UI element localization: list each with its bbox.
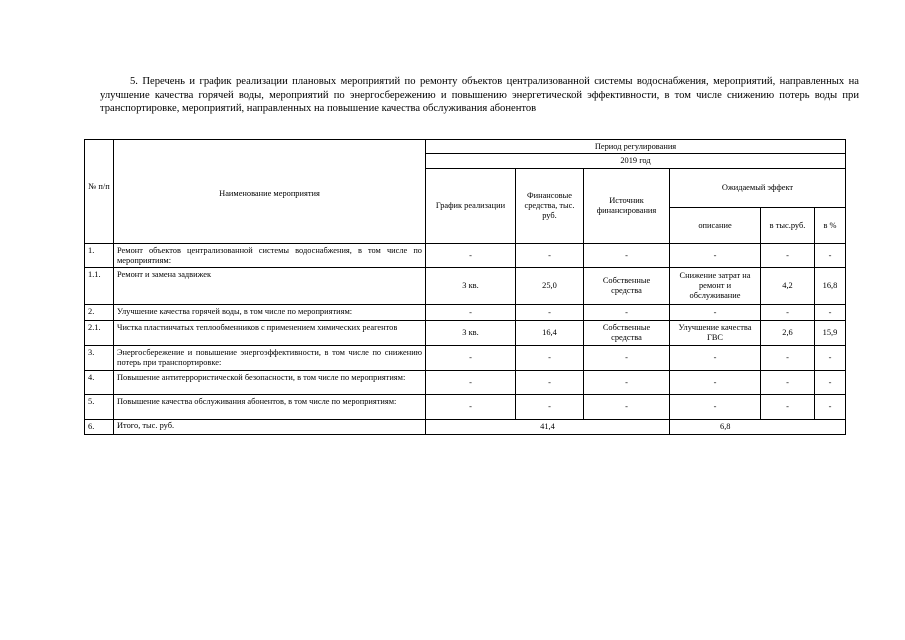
- header-effect: Ожидаемый эффект: [670, 169, 846, 208]
- row-name: Ремонт объектов централизованной системы водоснабжения, в том числе по мероприятиям:: [114, 244, 426, 268]
- row-description: Снижение затрат на ремонт и обслуживание: [670, 268, 761, 305]
- header-schedule: График реализации: [426, 169, 516, 244]
- row-name: Чистка пластинчатых теплообменников с применением химических реагентов: [114, 321, 426, 346]
- header-percent: в %: [815, 208, 846, 244]
- row-schedule: -: [426, 305, 516, 321]
- total-num: 6.: [85, 420, 114, 435]
- total-finance: 41,4: [426, 420, 670, 435]
- row-finance: 16,4: [516, 321, 584, 346]
- row-thousand: -: [761, 371, 815, 395]
- row-percent: 16,8: [815, 268, 846, 305]
- row-description: -: [670, 395, 761, 420]
- row-source: -: [584, 395, 670, 420]
- row-description: -: [670, 371, 761, 395]
- row-percent: -: [815, 371, 846, 395]
- row-source: Собственные средства: [584, 321, 670, 346]
- row-schedule: -: [426, 346, 516, 371]
- row-num: 3.: [85, 346, 114, 371]
- row-schedule: -: [426, 395, 516, 420]
- row-num: 1.: [85, 244, 114, 268]
- row-finance: -: [516, 371, 584, 395]
- row-thousand: -: [761, 395, 815, 420]
- plan-table: [84, 139, 846, 435]
- total-label: Итого, тыс. руб.: [114, 420, 426, 435]
- row-thousand: -: [761, 305, 815, 321]
- row-finance: -: [516, 346, 584, 371]
- total-row: [85, 420, 846, 435]
- row-name: Повышение антитеррористической безопасности, в том числе по мероприятиям:: [114, 371, 426, 395]
- header-thousand-rub: в тыс.руб.: [761, 208, 815, 244]
- row-name: Повышение качества обслуживания абонентов, в том числе по мероприятиям:: [114, 395, 426, 420]
- header-period: Период регулирования: [426, 140, 846, 154]
- row-thousand: 4,2: [761, 268, 815, 305]
- table-row: [85, 268, 846, 305]
- table-row: [85, 395, 846, 420]
- row-source: -: [584, 244, 670, 268]
- row-num: 2.: [85, 305, 114, 321]
- section-heading-text: 5. Перечень и график реализации плановых мероприятий по ремонту объектов централизованной системы водоснабжения, мероприятий, направленных на улучшение качества горячей воды, мероприятий по энергосбережению и повышению энергетической эффективности, в том числе снижению потерь воды при транспортировке, мероприятий, направленных на повышение качества обслуживания абонентов: [100, 76, 859, 114]
- row-name: Энергосбережение и повышение энергоэффективности, в том числе по снижению потерь при транспортировке:: [114, 346, 426, 371]
- row-description: Улучшение качества ГВС: [670, 321, 761, 346]
- row-percent: 15,9: [815, 321, 846, 346]
- row-description: -: [670, 346, 761, 371]
- row-description: -: [670, 305, 761, 321]
- section-heading: [100, 75, 859, 116]
- header-source: Источник финансирования: [584, 169, 670, 244]
- row-name: Улучшение качества горячей воды, в том числе по мероприятиям:: [114, 305, 426, 321]
- table-row: [85, 371, 846, 395]
- table-row: [85, 321, 846, 346]
- row-finance: 25,0: [516, 268, 584, 305]
- row-source: Собственные средства: [584, 268, 670, 305]
- row-source: -: [584, 346, 670, 371]
- row-thousand: -: [761, 346, 815, 371]
- table-row: [85, 346, 846, 371]
- row-percent: -: [815, 244, 846, 268]
- header-name: Наименование мероприятия: [114, 140, 426, 244]
- row-source: -: [584, 371, 670, 395]
- total-effect: 6,8: [670, 420, 846, 435]
- row-num: 5.: [85, 395, 114, 420]
- row-num: 1.1.: [85, 268, 114, 305]
- row-thousand: 2,6: [761, 321, 815, 346]
- row-schedule: -: [426, 371, 516, 395]
- row-finance: -: [516, 305, 584, 321]
- row-source: -: [584, 305, 670, 321]
- header-num: № п/п: [85, 140, 114, 244]
- row-thousand: -: [761, 244, 815, 268]
- row-finance: -: [516, 395, 584, 420]
- row-schedule: 3 кв.: [426, 321, 516, 346]
- row-percent: -: [815, 395, 846, 420]
- row-schedule: 3 кв.: [426, 268, 516, 305]
- header-description: описание: [670, 208, 761, 244]
- table-row: [85, 305, 846, 321]
- header-finance: Финансовые средства, тыс. руб.: [516, 169, 584, 244]
- row-percent: -: [815, 305, 846, 321]
- row-num: 4.: [85, 371, 114, 395]
- row-name: Ремонт и замена задвижек: [114, 268, 426, 305]
- row-description: -: [670, 244, 761, 268]
- row-finance: -: [516, 244, 584, 268]
- table-row: [85, 244, 846, 268]
- header-year: 2019 год: [426, 154, 846, 169]
- row-num: 2.1.: [85, 321, 114, 346]
- row-percent: -: [815, 346, 846, 371]
- row-schedule: -: [426, 244, 516, 268]
